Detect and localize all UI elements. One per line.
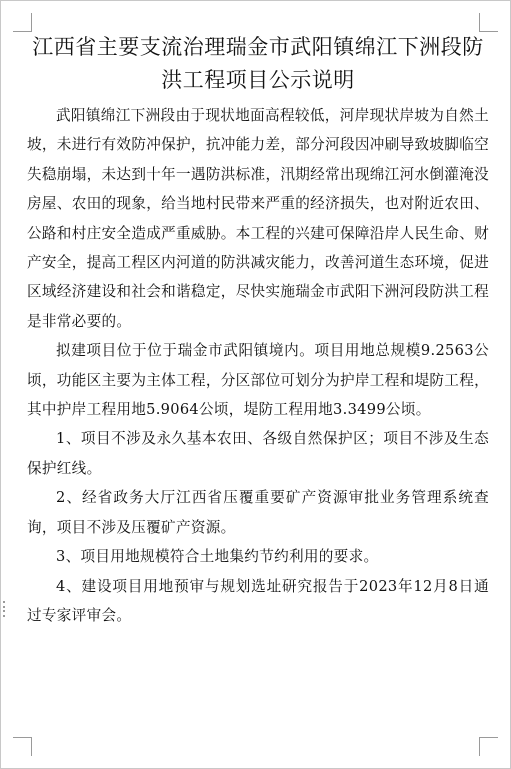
paragraph-item-3: 3、项目用地规模符合土地集约节约利用的要求。 [56, 548, 379, 566]
paragraph-item-1: 1、项目不涉及永久基本农田、各级自然保护区；项目不涉及生态保护红线。 [27, 430, 489, 477]
page-margin-corner-top-right [479, 13, 498, 32]
paragraph-project-location: 拟建项目位于位于瑞金市武阳镇境内。项目用地总规模9.2563公顷，功能区主要为主体工程，分区部位可划分为护岸工程和堤防工程，其中护岸工程用地5.9064公顷，堤防工程用地3.3499公顷。 [27, 342, 489, 419]
page-margin-corner-bottom-right [479, 737, 498, 756]
page-margin-corner-bottom-left [13, 737, 32, 756]
paragraph-drag-handle-icon[interactable] [3, 601, 7, 617]
paragraph-background: 武阳镇绵江下洲段由于现状地面高程较低，河岸现状岸坡为自然土坡，未进行有效防冲保护，抗冲能力差，部分河段因冲刷导致坡脚临空失稳崩塌，未达到十年一遇防洪标准，汛期经常出现绵江河水倒灌淹没房屋、农田的现象，给当地村民带来严重的经济损失，也对附近农田、公路和村庄安全造成严重威胁。本工程的兴建可保障沿岸人民生命、财产安全，提高工程区内河道的防洪减灾能力，改善河道生态环境，促进区域经济建设和社会和谐稳定，尽快实施瑞金市武阳下洲河段防洪工程是非常必要的。 [27, 107, 489, 330]
paragraph-item-2-text: 2、经省政务大厅江西省压覆重要矿产资源审批业务管理系统查询，项目不涉及压覆矿产资源。 [27, 489, 489, 536]
paragraph-item-4: 4、建设项目用地预审与规划选址研究报告于2023年12月8日通过专家评审会。 [27, 577, 489, 624]
document-title: 江西省主要支流治理瑞金市武阳镇绵江下洲段防洪工程项目公示说明 [32, 35, 484, 92]
paragraph-item-2 [27, 483, 489, 542]
document-body[interactable] [27, 31, 489, 630]
page-margin-corner-top-left [13, 13, 32, 32]
